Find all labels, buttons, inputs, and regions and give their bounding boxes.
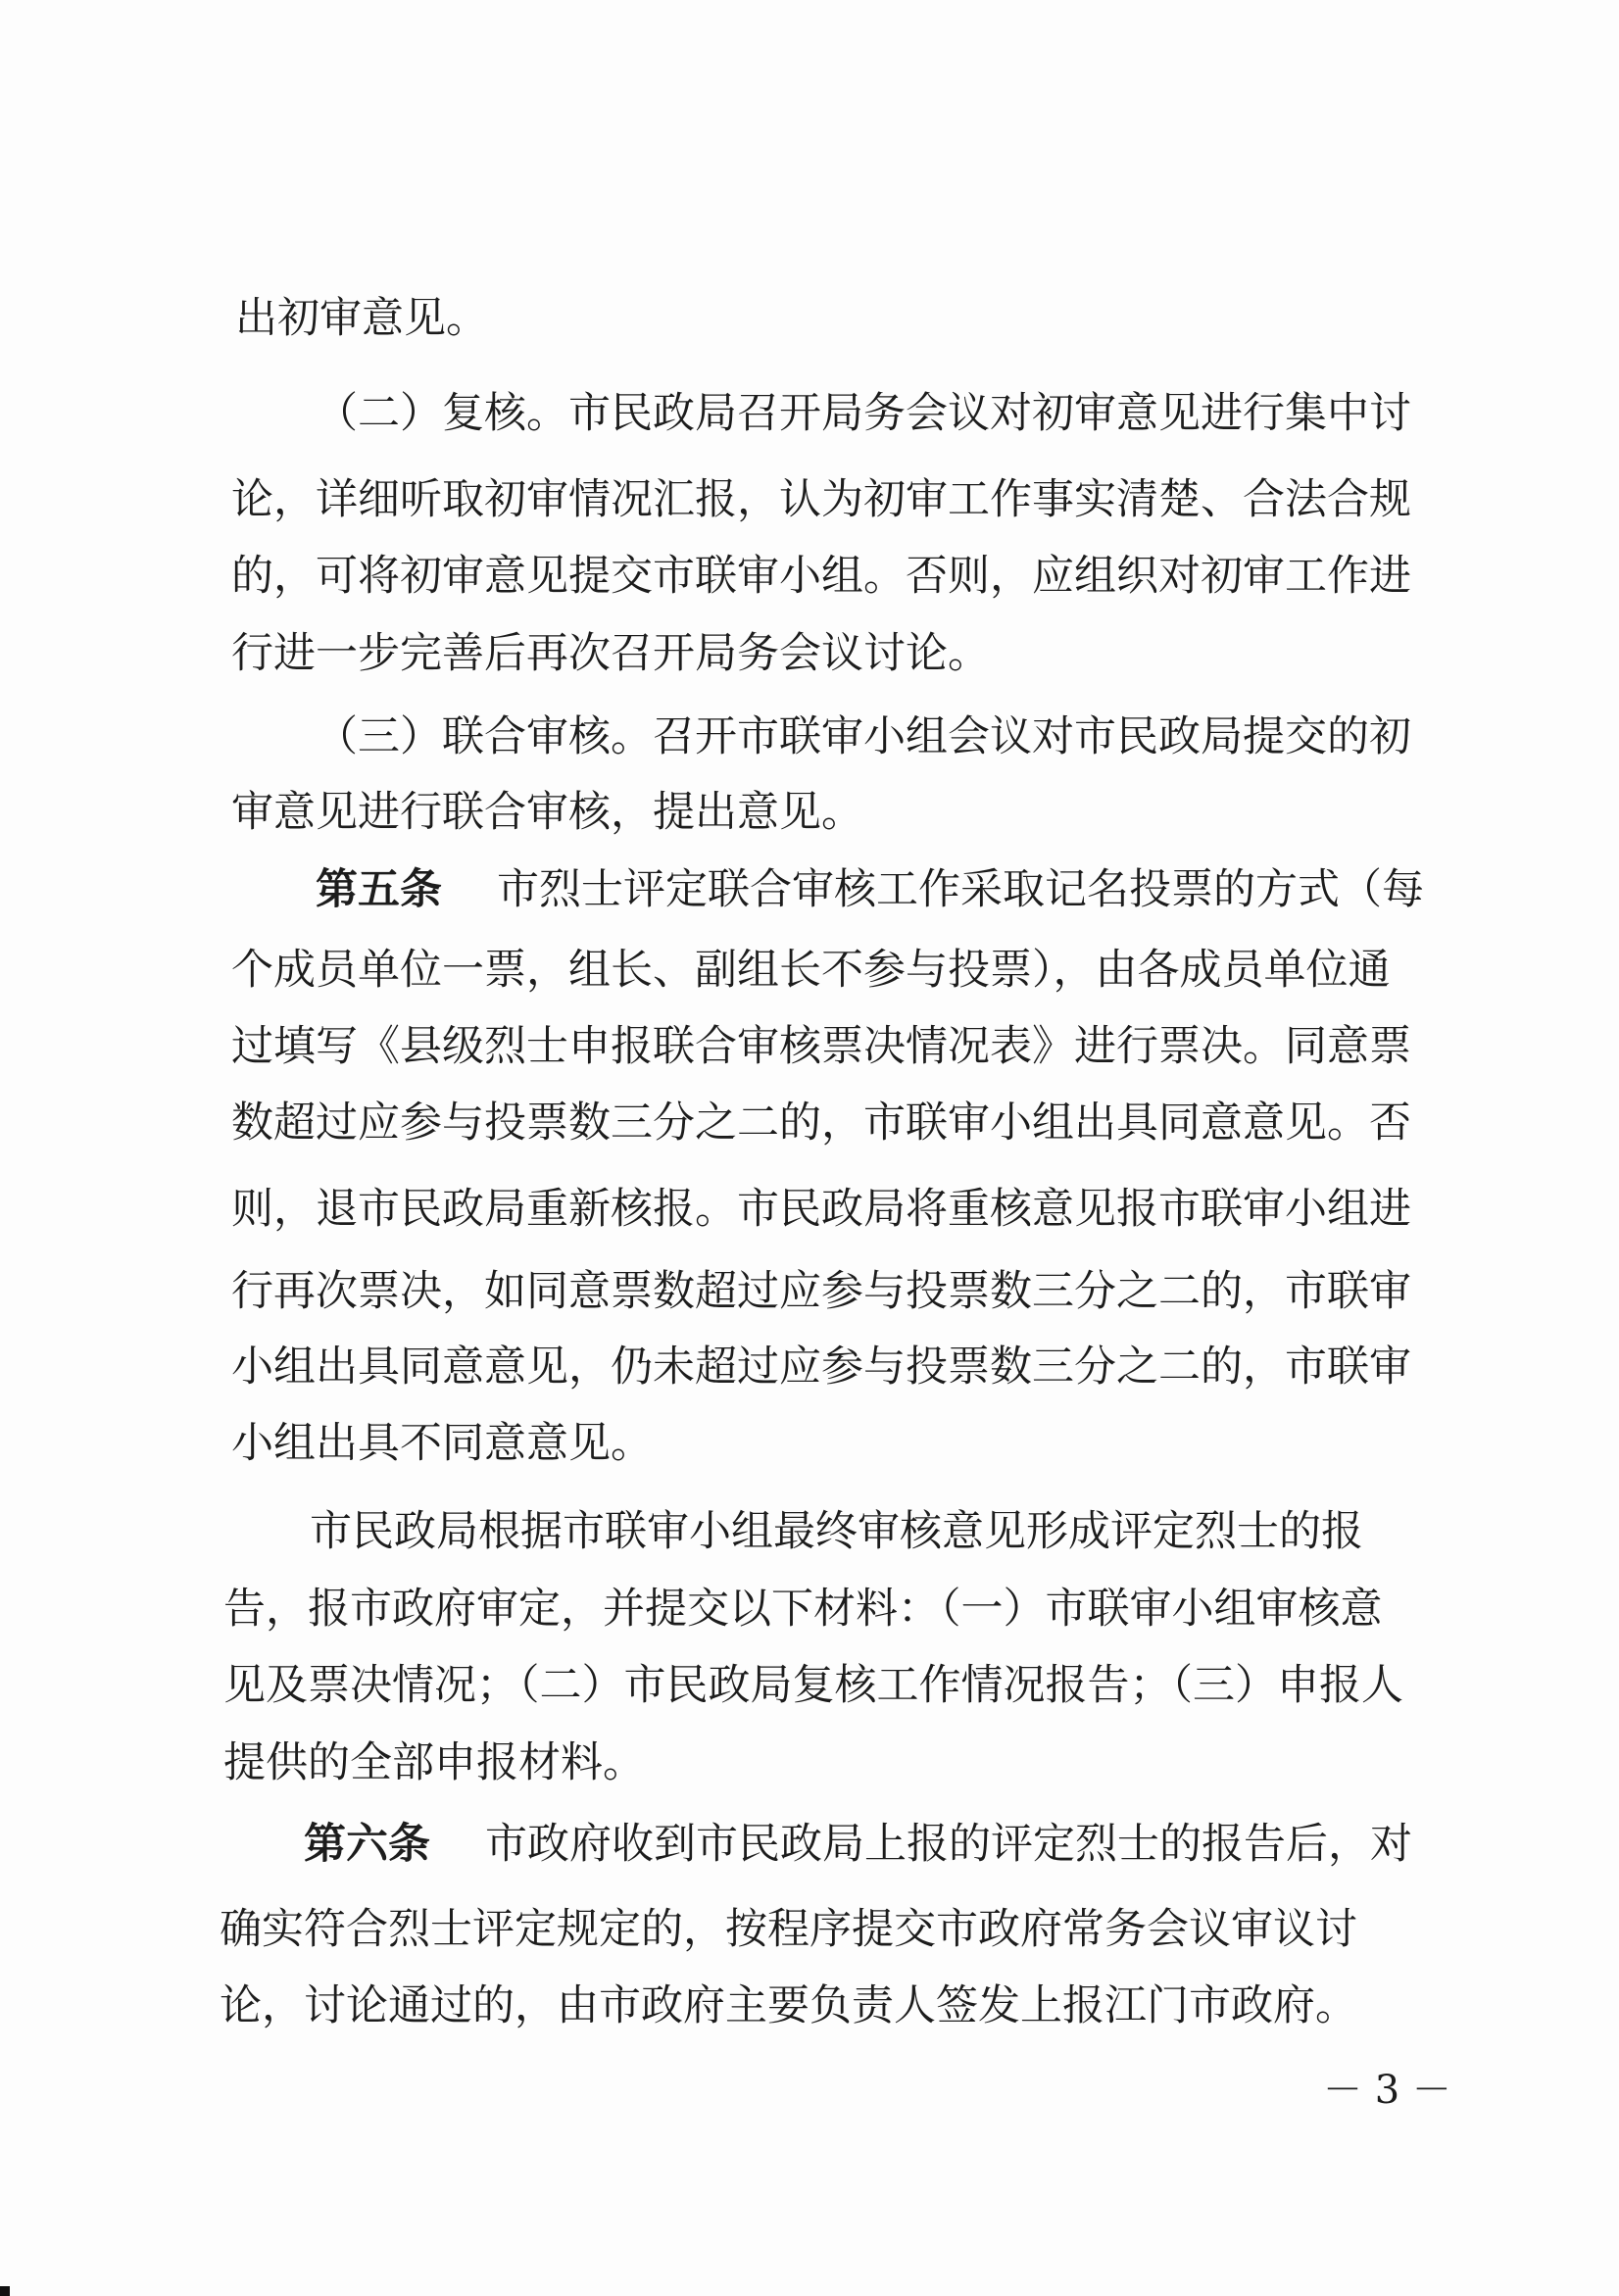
line-text: 市政府收到市民政局上报的评定烈士的报告后，对 [485,1820,1412,1869]
line-text: 论，讨论通过的，由市政府主要负责人签发上报江门市政府。 [220,1981,1357,2030]
line-text: 行再次票决，如同意票数超过应参与投票数三分之二的，市联审 [231,1267,1411,1316]
line-text: 论，详细听取初审情况汇报，认为初审工作事实清楚、合法合规 [231,475,1411,524]
article-heading-line [316,865,1424,914]
paragraph-line [231,1419,653,1468]
paragraph-line [223,1738,645,1787]
line-text: （二）复核。市民政局召开局务会议对初审意见进行集中讨 [316,389,1411,438]
paragraph-line [231,1267,1411,1316]
paragraph-line [223,1661,1403,1710]
article-heading-line [304,1820,1412,1869]
line-text: 小组出具同意意见，仍未超过应参与投票数三分之二的，市联审 [231,1343,1411,1392]
line-text: 确实符合烈士评定规定的，按程序提交市政府常务会议审议讨 [220,1905,1357,1954]
line-text: 告，报市政府审定，并提交以下材料：（一）市联审小组审核意 [223,1585,1383,1634]
line-text: 审意见进行联合审核，提出意见。 [231,788,863,837]
paragraph-line [231,475,1411,524]
line-text: 数超过应参与投票数三分之二的，市联审小组出具同意意见。否 [231,1099,1411,1148]
line-text: 市烈士评定联合审核工作采取记名投票的方式（每 [497,865,1424,914]
paragraph-line [231,1099,1411,1148]
paragraph-line [231,1343,1411,1392]
page-number: － 3 － [1323,2068,1451,2113]
line-text: 出初审意见。 [235,294,488,343]
paragraph-line [231,788,863,837]
paragraph-line [316,389,1411,438]
article-number: 第六条 [304,1820,430,1869]
paragraph-line [231,1022,1411,1071]
paragraph-line [310,1507,1363,1556]
line-text: 过填写《县级烈士申报联合审核票决情况表》进行票决。同意票 [231,1022,1411,1071]
paragraph-line [235,294,488,343]
line-text: （三）联合审核。召开市联审小组会议对市民政局提交的初 [316,712,1411,761]
paragraph-line [316,712,1411,761]
paragraph-line [231,946,1391,995]
article-number: 第五条 [316,865,442,914]
line-text: 个成员单位一票，组长、副组长不参与投票），由各成员单位通 [231,946,1391,995]
paragraph-line [231,629,990,678]
line-text: 则，退市民政局重新核报。市民政局将重核意见报市联审小组进 [231,1185,1411,1234]
paragraph-line [220,1981,1357,2030]
scan-corner-mark [0,2286,10,2296]
line-text: 市民政局根据市联审小组最终审核意见形成评定烈士的报 [310,1507,1363,1556]
line-text: 小组出具不同意意见。 [231,1419,653,1468]
line-text: 的，可将初审意见提交市联审小组。否则，应组织对初审工作进 [231,552,1411,601]
paragraph-line [231,552,1411,601]
paragraph-line [220,1905,1357,1954]
line-text: 见及票决情况；（二）市民政局复核工作情况报告；（三）申报人 [223,1661,1403,1710]
line-text: 提供的全部申报材料。 [223,1738,645,1787]
paragraph-line [223,1585,1383,1634]
paragraph-line [231,1185,1411,1234]
line-text: 行进一步完善后再次召开局务会议讨论。 [231,629,990,678]
